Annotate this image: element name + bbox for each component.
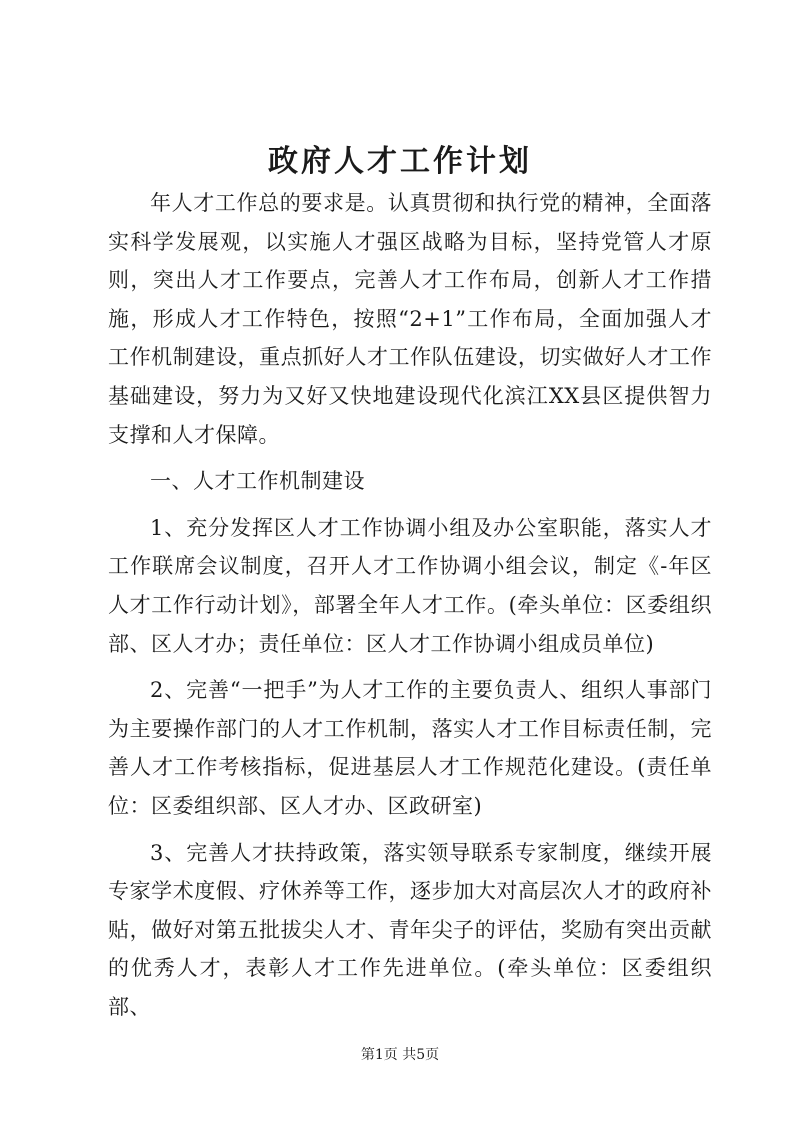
- document-body: [108, 184, 712, 1034]
- paragraph-item-2: 2、完善“一把手”为人才工作的主要负责人、组织人事部门为主要操作部门的人才工作机制，落实人才工作目标责任制，完善人才工作考核指标，促进基层人才工作规范化建设。(责任单位：区委组织部、区人才办、区政研室): [108, 678, 712, 818]
- paragraph-item-1: 1、充分发挥区人才工作协调小组及办公室职能，落实人才工作联席会议制度，召开人才工作协调小组会议，制定《-年区人才工作行动计划》，部署全年人才工作。(牵头单位：区委组织部、区人才办；责任单位：区人才工作协调小组成员单位): [108, 515, 712, 656]
- paragraph-item-3: 3、完善人才扶持政策，落实领导联系专家制度，继续开展专家学术度假、疗休养等工作，逐步加大对高层次人才的政府补贴，做好对第五批拔尖人才、青年尖子的评估，奖励有突出贡献的优秀人才，表彰人才工作先进单位。(牵头单位：区委组织部、: [108, 840, 712, 1019]
- section-heading: 一、人才工作机制建设: [150, 469, 365, 494]
- page-footer: 第1页 共5页: [360, 1047, 440, 1063]
- document-title: 政府人才工作计划: [268, 144, 532, 179]
- paragraph-intro: 年人才工作总的要求是。认真贯彻和执行党的精神，全面落实科学发展观，以实施人才强区战略为目标，坚持党管人才原则，突出人才工作要点，完善人才工作布局，创新人才工作措施，形成人才工作特色，按照“2+1”工作布局，全面加强人才工作机制建设，重点抓好人才工作队伍建设，切实做好人才工作基础建设，努力为又好又快地建设现代化滨江XX县区提供智力支撑和人才保障。: [108, 191, 712, 447]
